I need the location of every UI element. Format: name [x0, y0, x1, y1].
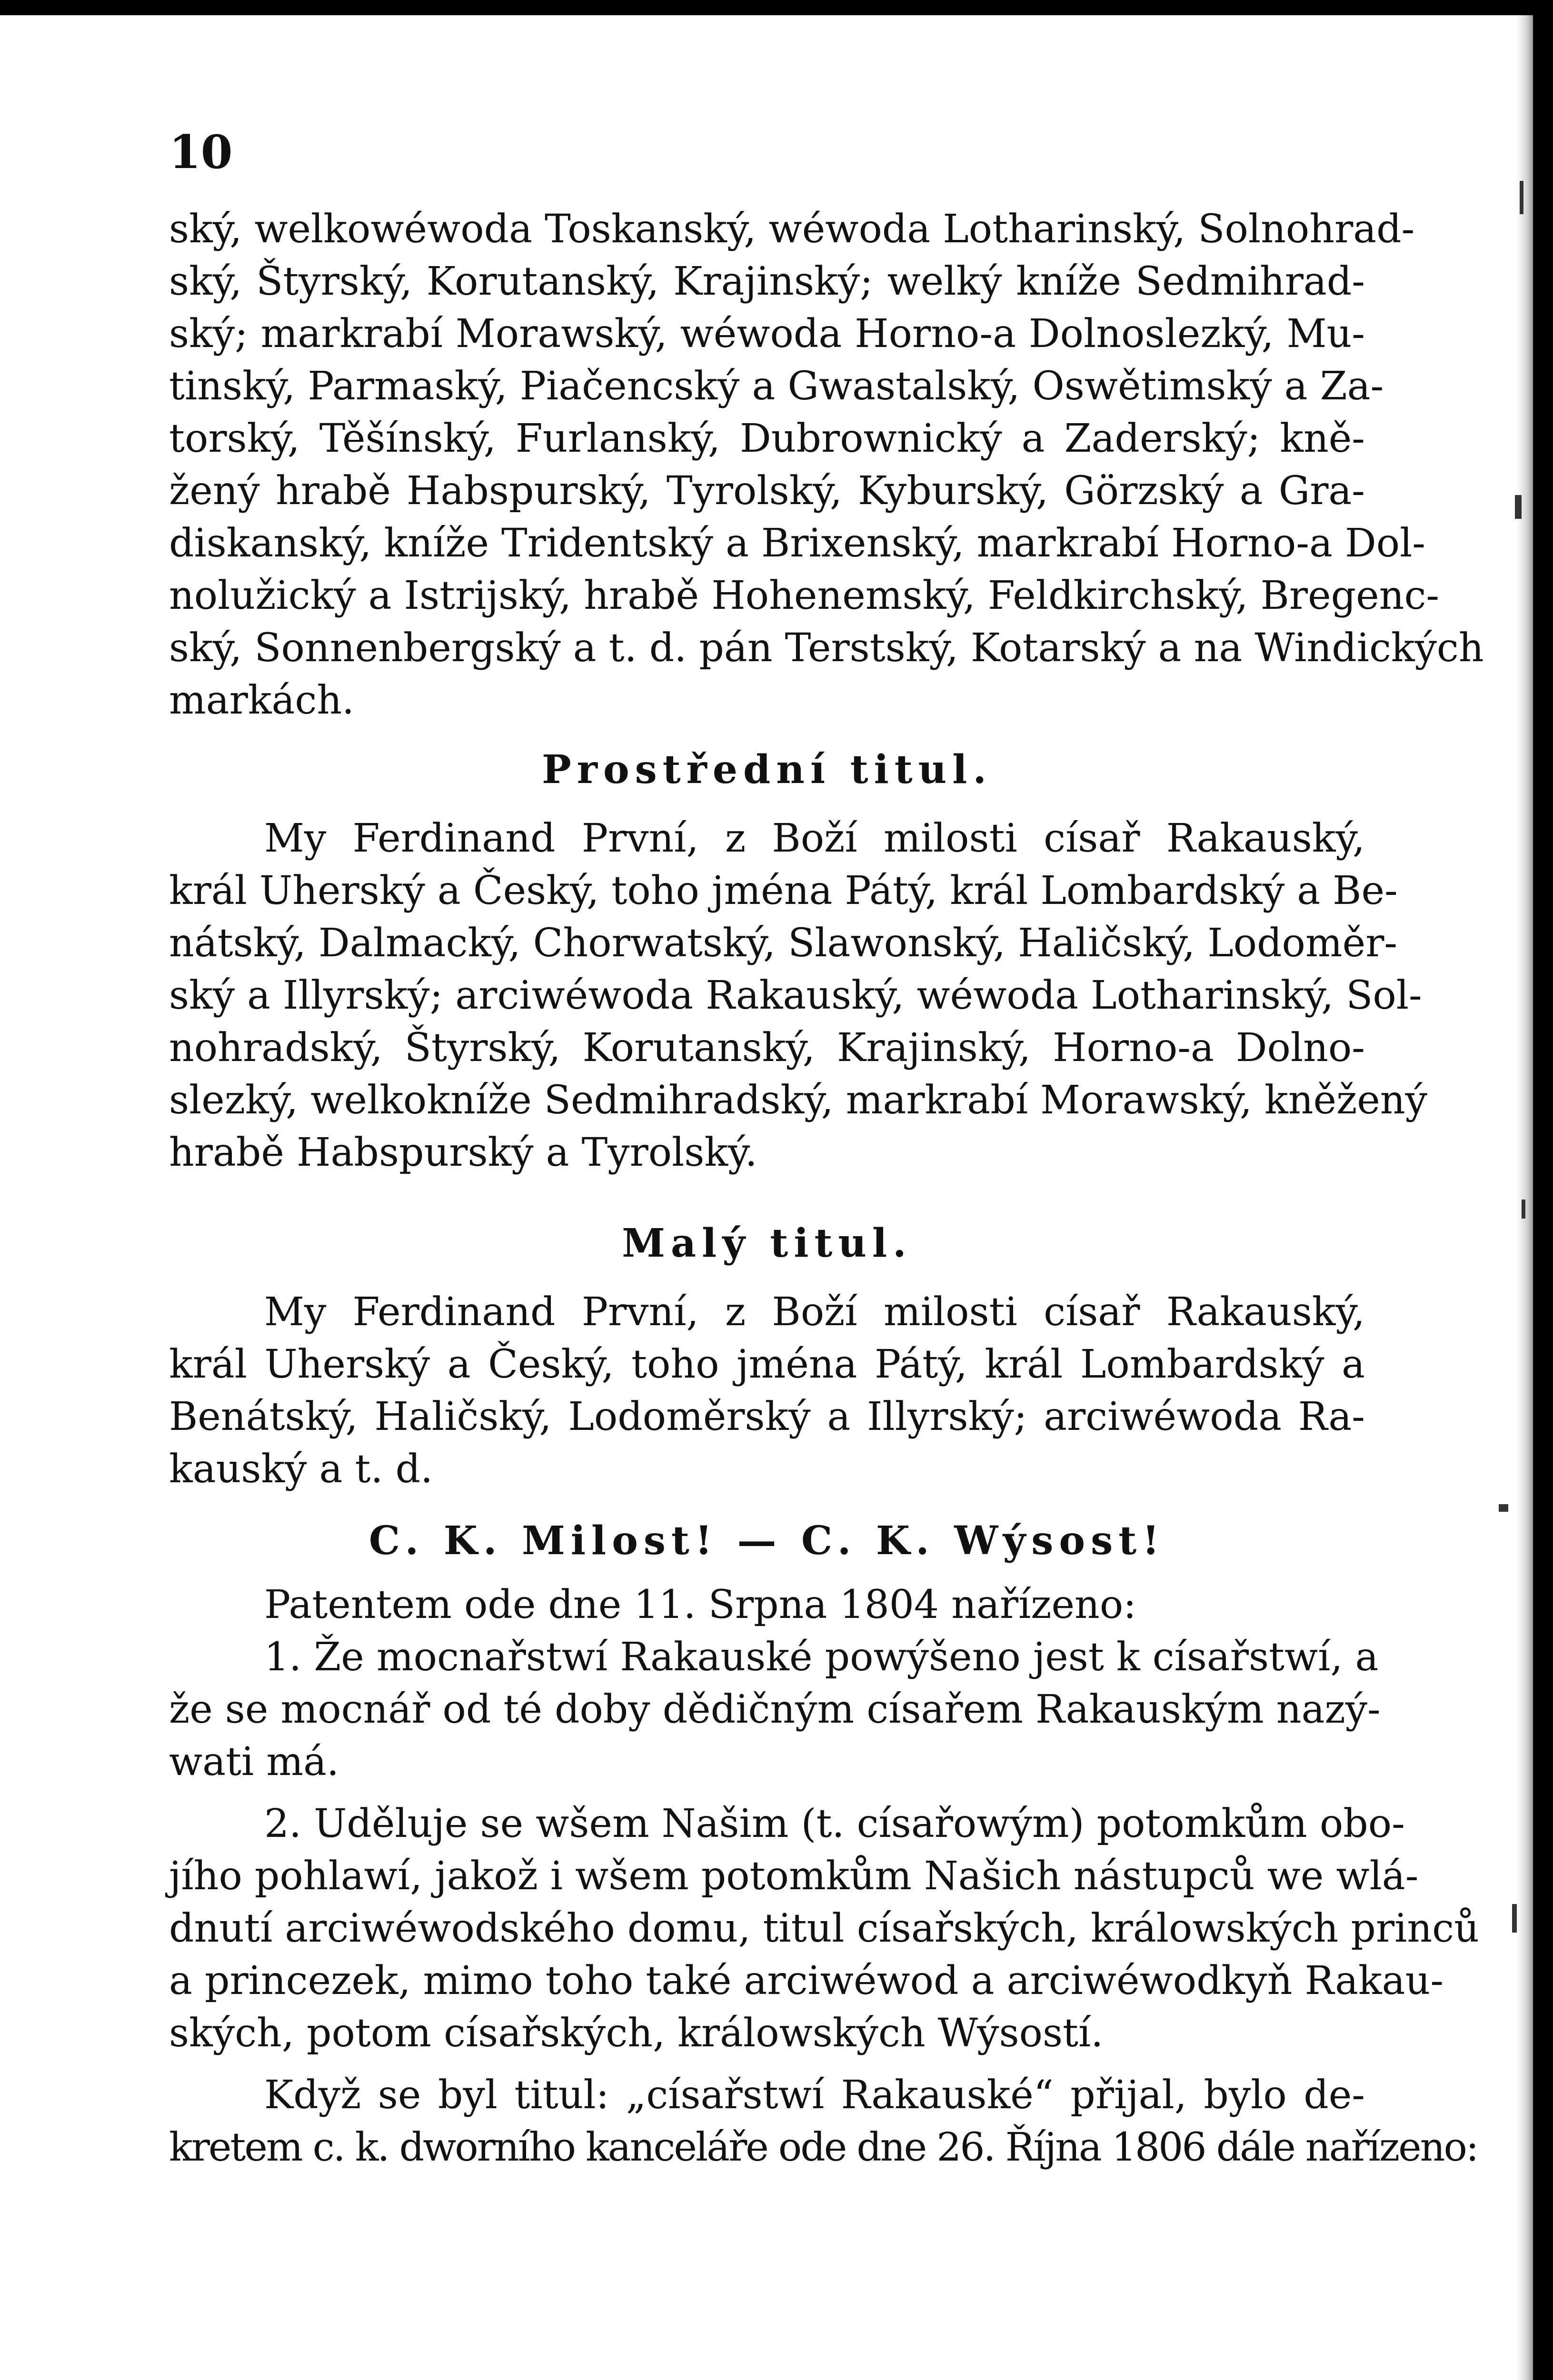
text-line: markách.	[169, 678, 355, 723]
text-line: ský; markrabí Morawský, wéwoda Horno-a Dolnoslezký, Mu-	[169, 311, 1365, 357]
text-line: jího pohlawí, jakož i wšem potomkům Našich nástupců we wlá-	[169, 1854, 1419, 1899]
text-line: ský a Illyrský; arciwéwoda Rakauský, wéwoda Lotharinský, Sol-	[169, 973, 1422, 1018]
text-line: Patentem ode dne 11. Srpna 1804 nařízeno:	[264, 1582, 1136, 1627]
text-line: Když se byl titul: „císařstwí Rakauské“ přijal, bylo de-	[264, 2073, 1365, 2118]
text-line: ský, welkowéwoda Toskanský, wéwoda Lotharinský, Solnohrad-	[169, 207, 1415, 252]
text-line: nolužický a Istrijský, hrabě Hohenemský, Feldkirchský, Bregenc-	[169, 573, 1440, 618]
scan-mark	[1515, 495, 1522, 519]
text-line: kretem c. k. dworního kanceláře ode dne 26. Října 1806 dále nařízeno:	[169, 2125, 1478, 2170]
scan-mark	[1522, 1200, 1525, 1219]
text-line: diskanský, kníže Tridentský a Brixenský, markrabí Horno-a Dol-	[169, 521, 1426, 566]
text-line: slezký, welkokníže Sedmihradský, markrabí Morawský, kněžený	[169, 1078, 1427, 1123]
text-line: 2. Uděluje se wšem Našim (t. císařowým) potomkům obo-	[264, 1801, 1405, 1846]
text-line: My Ferdinand První, z Boží milosti císař Rakauský,	[264, 1289, 1365, 1335]
scan-mark	[1512, 1904, 1517, 1933]
text-line: ských, potom císařských, králowských Wýsostí.	[169, 2011, 1104, 2056]
text-line: král Uherský a Český, toho jména Pátý, král Lombardský a Be-	[169, 868, 1398, 913]
text-line: wati má.	[169, 1739, 339, 1785]
text-line: král Uherský a Český, toho jména Pátý, král Lombardský a	[169, 1342, 1365, 1387]
text-line: kauský a t. d.	[169, 1447, 433, 1492]
text-line: 1. Že mocnařstwí Rakauské powýšeno jest k císařstwí, a	[264, 1635, 1379, 1680]
section-heading: C. K. Milost! — C. K. Wýsost!	[368, 1518, 1165, 1564]
text-line: ský, Sonnenbergský a t. d. pán Terstský, Kotarský a na Windických	[169, 625, 1484, 671]
text-line: nátský, Dalmacký, Chorwatský, Slawonský, Haličský, Lodoměr-	[169, 921, 1398, 966]
section-heading: Malý titul.	[622, 1220, 912, 1266]
scan-mark	[1520, 181, 1523, 214]
text-line: torský, Těšínský, Furlanský, Dubrownický a Zaderský; kně-	[169, 416, 1365, 461]
text-line: že se mocnář od té doby dědičným císařem Rakauským nazý-	[169, 1687, 1381, 1732]
text-line: žený hrabě Habspurský, Tyrolský, Kyburský, Görzský a Gra-	[169, 468, 1365, 514]
section-heading: Prostřední titul.	[542, 747, 992, 793]
text-line: My Ferdinand První, z Boží milosti císař Rakauský,	[264, 816, 1365, 861]
page-edge-shadow	[1516, 15, 1533, 2380]
text-line: ský, Štyrský, Korutanský, Krajinský; welký kníže Sedmihrad-	[169, 259, 1365, 304]
text-line: a princezek, mimo toho také arciwéwod a arciwéwodkyň Rakau-	[169, 1958, 1444, 2003]
text-line: Benátský, Haličský, Lodoměrský a Illyrský; arciwéwoda Ra-	[169, 1394, 1365, 1439]
text-line: dnutí arciwéwodského domu, titul císařských, králowských princů	[169, 1906, 1479, 1951]
text-line: tinský, Parmaský, Piačencský a Gwastalský, Oswětimský a Za-	[169, 364, 1384, 409]
text-line: hrabě Habspurský a Tyrolský.	[169, 1130, 757, 1175]
scan-mark	[1499, 1504, 1508, 1512]
page-number: 10	[169, 125, 233, 179]
text-line: nohradský, Štyrský, Korutanský, Krajinský, Horno-a Dolno-	[169, 1025, 1365, 1071]
